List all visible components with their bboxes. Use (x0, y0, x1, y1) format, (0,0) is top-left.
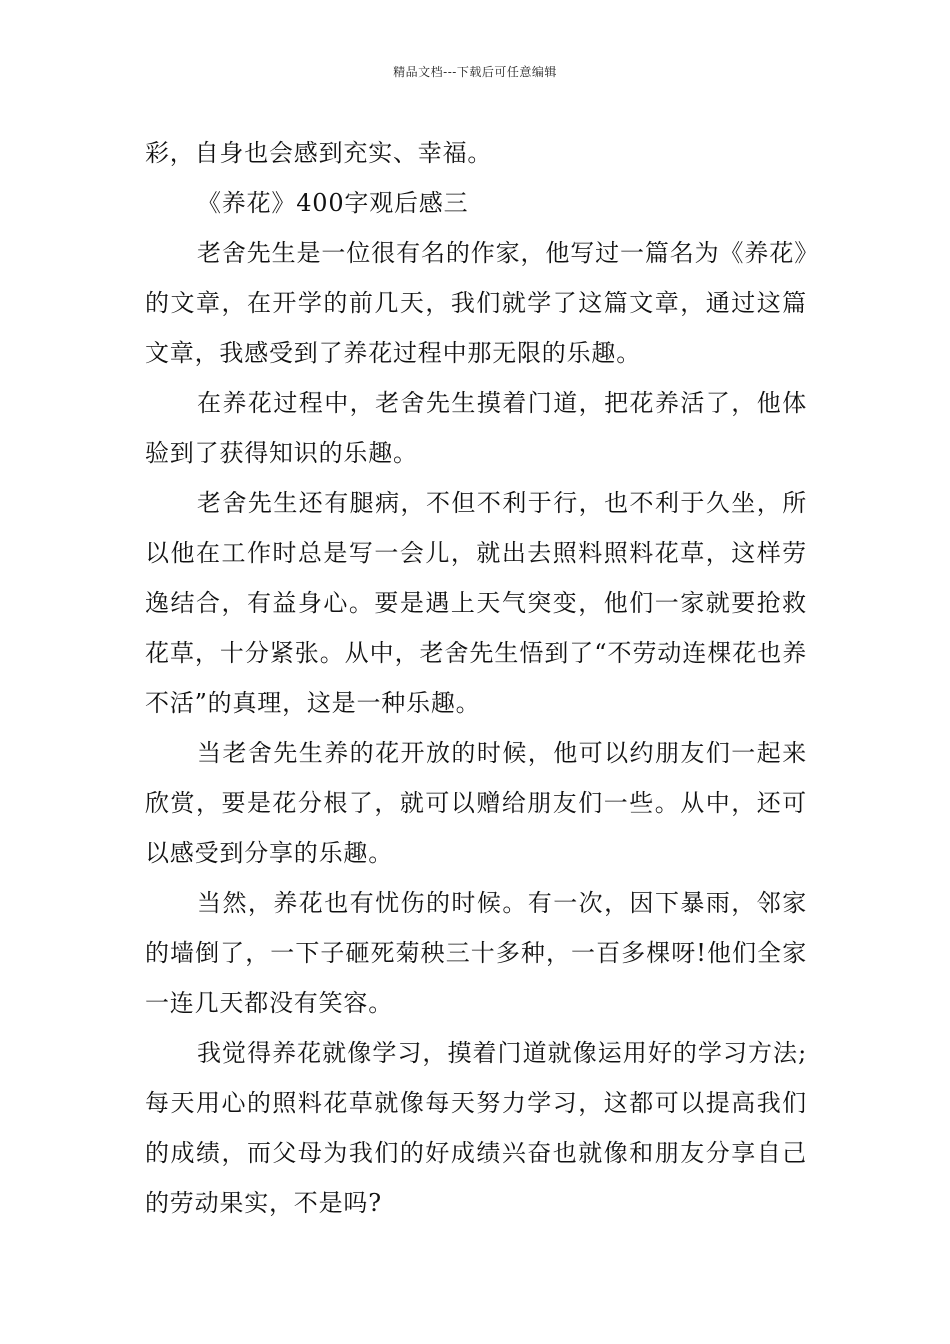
paragraph-intro: 老舍先生是一位很有名的作家，他写过一篇名为《养花》的文章，在开学的前几天，我们就学了这篇文章，通过这篇文章，我感受到了养花过程中那无限的乐趣。 (145, 239, 807, 367)
paragraph-sharing: 当老舍先生养的花开放的时候，他可以约朋友们一起来欣赏，要是花分根了，就可以赠给朋友们一些。从中，还可以感受到分享的乐趣。 (145, 739, 807, 867)
paragraph-continuation: 彩，自身也会感到充实、幸福。 (145, 139, 493, 167)
document-body (145, 128, 807, 1228)
paragraph-sadness: 当然，养花也有忧伤的时候。有一次，因下暴雨，邻家的墙倒了，一下子砸死菊秧三十多种，一百多棵呀!他们全家一连几天都没有笑容。 (145, 889, 807, 1017)
paragraph-knowledge: 在养花过程中，老舍先生摸着门道，把花养活了，他体验到了获得知识的乐趣。 (145, 389, 807, 467)
paragraph-conclusion: 我觉得养花就像学习，摸着门道就像运用好的学习方法;每天用心的照料花草就像每天努力学习，这都可以提高我们的成绩，而父母为我们的好成绩兴奋也就像和朋友分享自己的劳动果实，不是吗? (145, 1039, 807, 1217)
page-header: 精品文档---下载后可任意编辑 (393, 65, 557, 79)
section-heading: 《养花》400字观后感三 (197, 189, 469, 217)
paragraph-labor: 老舍先生还有腿病，不但不利于行，也不利于久坐，所以他在工作时总是写一会儿，就出去照料照料花草，这样劳逸结合，有益身心。要是遇上天气突变，他们一家就要抢救花草，十分紧张。从中，老舍先生悟到了“不劳动连棵花也养不活”的真理，这是一种乐趣。 (145, 489, 807, 717)
